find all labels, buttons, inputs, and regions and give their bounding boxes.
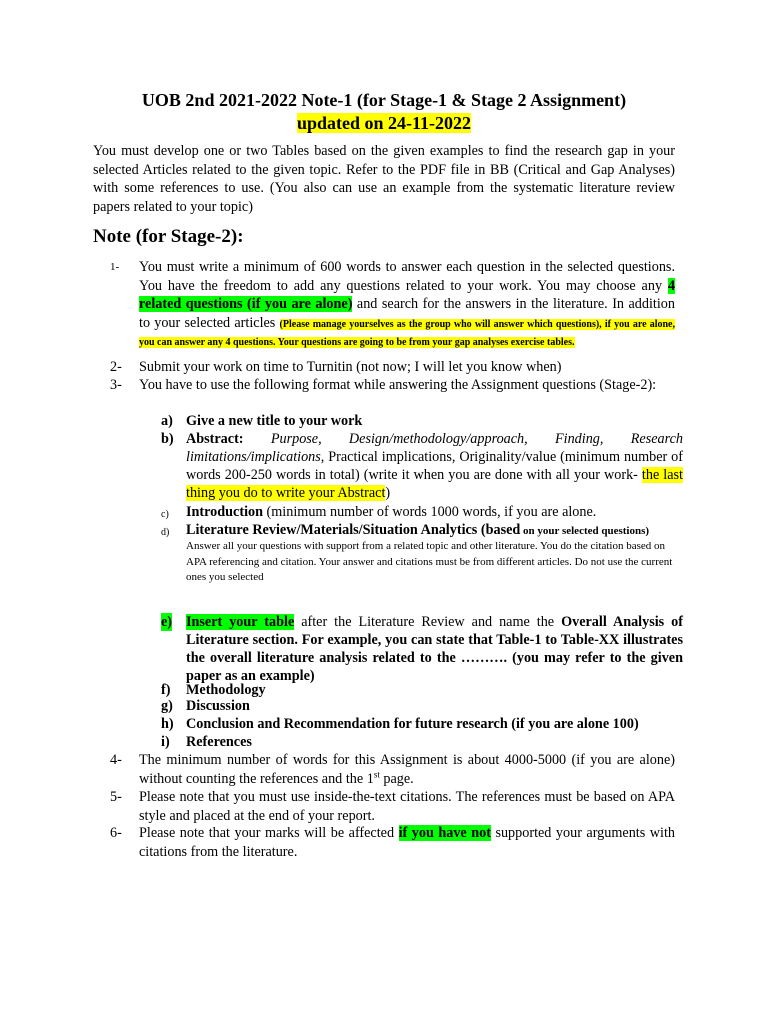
intro-paragraph: You must develop one or two Tables based on the given examples to find the research gap in your selected Articles related to the given topic. Refer to the PDF file in BB (Critical and Gap Analyses) with some references to use. (You also can use an example from the systematic literature review papers related to your topic) — [93, 143, 675, 215]
list-number: 1- — [110, 261, 120, 273]
document-title: UOB 2nd 2021-2022 Note-1 (for Stage-1 & Stage 2 Assignment) — [141, 90, 627, 110]
note-heading: Note (for Stage-2): — [93, 226, 244, 247]
update-date: updated on 24-11-2022 — [296, 113, 472, 133]
document-page: UOB 2nd 2021-2022 Note-1 (for Stage-1 & Stage 2 Assignment) updated on 24-11-2022 You must develop one or two Tables based on the given examples to find the research gap in your selected Articles related to the given topic. Refer to the PDF file in BB (Critical and Gap Analyses) with some references to use. (You also can use an example from the systematic literature review papers related to your topic) Note (for Stage-2): 1- You must write a minimum of 600 words to answer each question in the selected questions. You have the freedom to add any questions related to your work. You may choose any 4 related questions (if you are alone) and search for the answers in the literature. In addition to your selected articles (Please manage yourselves as the group who will answer which questions), if you are alone, you can answer any 4 questions. Your questions are going to be from your gap analyses exercise tables. 2- Submit your work on time to Turnitin (not now; I will let you know when) 3- You have to use the following format while answering the Assignment questions (Stage-2): a) Give a new title to your work b) Abstract: Purpose, Design/methodology/approach, Finding, Research limitations/implications, Practical implications, Originality/value (minimum number of words 200-250 words in total) (write it when you are done with all your work- the last thing you do to write your Abstract) c) Introduction (minimum number of words 1000 words, if you are alone. d) Literature Review/Materials/Situation Analytics (based on your selected questions) Answer all your questions with support from a related topic and other literature. You do the citation based on APA referencing and citation. Your answer and citations must be from different articles. Do not use the current ones you selected e) Insert your table after the Literature Review and name the Overall Analysis of Literature section. For example, you can state that Table-1 to Table-XX illustrates the overall literature analysis related to the ………. (you may refer to the given paper as an example) f) Methodology g) Discussion h) Conclusion and Recommendation for future research (if you are alone 100) i) References 4- The minimum number of words for this Assignment is about 4000-5000 (if you are alone) without counting the references and the 1st page. 5- Please note that you must use inside-the-text citations. The references must be based on APA style and placed at the end of your report. 6- Please note that your marks will be affected if you have not supported your arguments with citations from the literature. — [0, 0, 768, 1024]
group-note: (Please manage yourselves as the group who will answer which questions), if you are alone, you can answer any 4 questions. Your questions are going to be from your gap analyses exercise tables. — [139, 318, 675, 348]
highlight-related-questions: 4 related questions (if you are alone) — [139, 277, 676, 312]
abstract-highlight: the last thing you do to write your Abstract — [186, 467, 683, 501]
literature-review-note: Answer all your questions with support from a related topic and other literature. You do the citation based on APA referencing and citation. Your answer and citations must be from different articles. Do not use the current ones you selected — [186, 540, 673, 583]
citation-warning-highlight: if you have not — [398, 825, 491, 841]
insert-table-highlight: Insert your table — [186, 614, 295, 630]
